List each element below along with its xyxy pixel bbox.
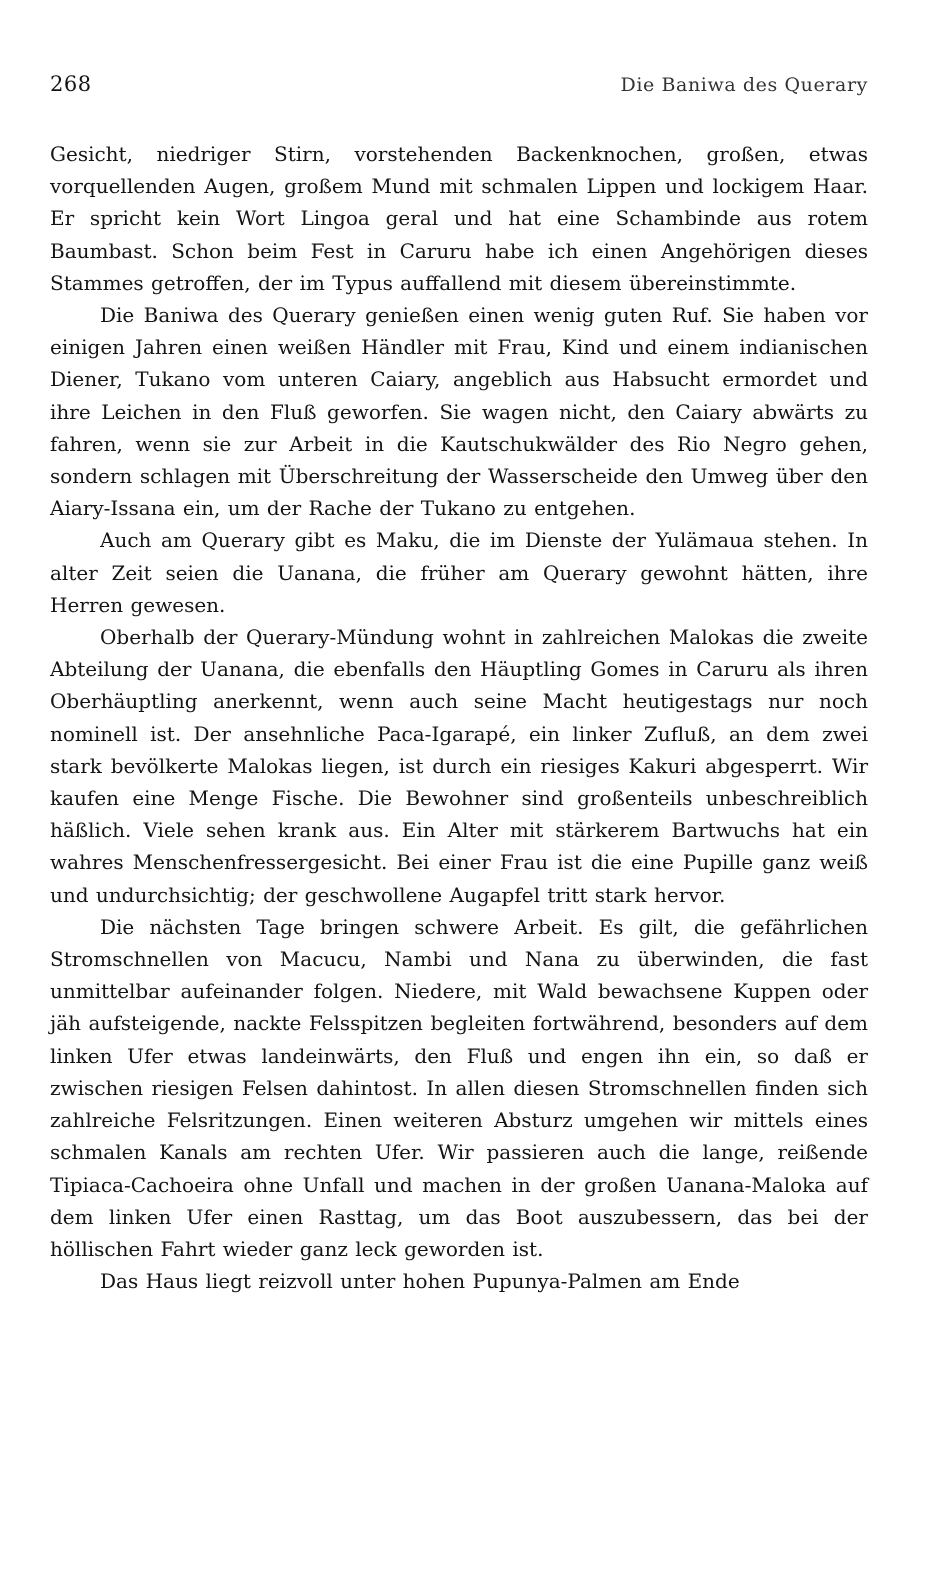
paragraph-uanana: Oberhalb der Querary-Mündung wohnt in zahlreichen Malokas die zweite Abteilung der Uanana, die ebenfalls den Häuptling Gomes in Caruru als ihren Oberhäuptling anerkennt, wenn auch seine Macht heutigestags nur noch nominell ist. Der ansehnliche Paca-Igarapé, ein linker Zufluß, an dem zwei stark bevölkerte Malokas liegen, ist durch ein riesiges Kakuri abgesperrt. Wir kaufen eine Menge Fische. Die Bewohner sind großenteils unbeschreiblich häßlich. Viele sehen krank aus. Ein Alter mit stärkerem Bartwuchs hat ein wahres Menschenfressergesicht. Bei einer Frau ist die eine Pupille ganz weiß und undurchsichtig; der geschwollene Augapfel tritt stark hervor. [50, 625, 868, 907]
paragraph-continuation: Gesicht, niedriger Stirn, vorstehenden Backenknochen, großen, etwas vorquellenden Augen, großem Mund mit schmalen Lippen und lockigem Haar. Er spricht kein Wort Lingoa geral und hat eine Schambinde aus rotem Baumbast. Schon beim Fest in Caruru habe ich einen Angehörigen dieses Stammes getroffen, der im Typus auffallend mit diesem übereinstimmte. [50, 142, 868, 295]
running-title: Die Baniwa des Querary [620, 74, 868, 96]
paragraph-house: Das Haus liegt reizvoll unter hohen Pupunya-Palmen am Ende [100, 1269, 740, 1294]
book-page [50, 72, 868, 1297]
paragraph-baniwa-reputation: Die Baniwa des Querary genießen einen wenig guten Ruf. Sie haben vor einigen Jahren einen weißen Händler mit Frau, Kind und einem indianischen Diener, Tukano vom unteren Caiary, angeblich aus Habsucht ermordet und ihre Leichen in den Fluß geworfen. Sie wagen nicht, den Caiary abwärts zu fahren, wenn sie zur Arbeit in die Kautschukwälder des Rio Negro gehen, sondern schlagen mit Überschreitung der Wasserscheide den Umweg über den Aiary-Issana ein, um der Rache der Tukano zu entgehen. [50, 303, 868, 521]
paragraph-rapids: Die nächsten Tage bringen schwere Arbeit. Es gilt, die gefährlichen Stromschnellen von Macucu, Nambi und Nana zu überwinden, die fast unmittelbar aufeinander folgen. Niedere, mit Wald bewachsene Kuppen oder jäh aufsteigende, nackte Felsspitzen begleiten fortwährend, besonders auf dem linken Ufer etwas landeinwärts, den Fluß und engen ihn ein, so daß er zwischen riesigen Felsen dahintost. In allen diesen Stromschnellen finden sich zahlreiche Felsritzungen. Einen weiteren Absturz umgehen wir mittels eines schmalen Kanals am rechten Ufer. Wir passieren auch die lange, reißende Tipiaca-Cachoeira ohne Unfall und machen in der großen Uanana-Maloka auf dem linken Ufer einen Rasttag, um das Boot auszubessern, das bei der höllischen Fahrt wieder ganz leck geworden ist. [50, 914, 868, 1261]
page-number: 268 [50, 72, 92, 96]
running-head [50, 72, 868, 112]
paragraph-maku: Auch am Querary gibt es Maku, die im Dienste der Yulämaua stehen. In alter Zeit seien die Uanana, die früher am Querary gewohnt hätten, ihre Herren gewesen. [50, 528, 868, 617]
body-text [50, 138, 868, 1297]
